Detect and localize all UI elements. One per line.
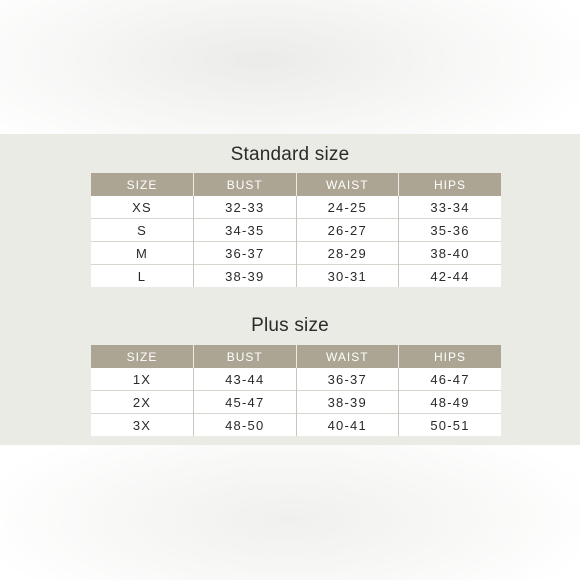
cell-waist: 38-39 <box>296 391 399 414</box>
cell-size: XS <box>91 196 194 219</box>
cell-size: S <box>91 219 194 242</box>
size-chart-panel <box>0 134 580 445</box>
cell-waist: 24-25 <box>296 196 399 219</box>
cell-bust: 34-35 <box>194 219 297 242</box>
header-size: SIZE <box>91 345 194 368</box>
header-hips: HIPS <box>399 173 502 196</box>
table-row <box>91 265 501 288</box>
table-header-row <box>91 345 501 368</box>
cell-waist: 26-27 <box>296 219 399 242</box>
plus-size-table <box>91 345 501 436</box>
plus-size-title: Plus size <box>251 315 329 336</box>
cell-hips: 42-44 <box>399 265 502 288</box>
cell-hips: 38-40 <box>399 242 502 265</box>
cell-size: L <box>91 265 194 288</box>
header-waist: WAIST <box>296 173 399 196</box>
cell-bust: 38-39 <box>194 265 297 288</box>
cell-bust: 43-44 <box>194 368 297 391</box>
standard-size-title: Standard size <box>230 144 350 165</box>
table-row <box>91 196 501 219</box>
table-header-row <box>91 173 501 196</box>
cell-size: 2X <box>91 391 194 414</box>
cell-hips: 50-51 <box>399 414 502 437</box>
background-top <box>0 0 580 134</box>
background-bottom <box>0 445 580 580</box>
table-row <box>91 391 501 414</box>
header-waist: WAIST <box>296 345 399 368</box>
cell-waist: 28-29 <box>296 242 399 265</box>
table-row <box>91 242 501 265</box>
header-bust: BUST <box>194 173 297 196</box>
cell-hips: 46-47 <box>399 368 502 391</box>
table-row <box>91 219 501 242</box>
cell-size: M <box>91 242 194 265</box>
cell-waist: 40-41 <box>296 414 399 437</box>
cell-waist: 36-37 <box>296 368 399 391</box>
cell-bust: 32-33 <box>194 196 297 219</box>
cell-hips: 35-36 <box>399 219 502 242</box>
header-size: SIZE <box>91 173 194 196</box>
cell-waist: 30-31 <box>296 265 399 288</box>
header-hips: HIPS <box>399 345 502 368</box>
standard-size-table <box>91 173 501 287</box>
cell-bust: 48-50 <box>194 414 297 437</box>
cell-hips: 48-49 <box>399 391 502 414</box>
cell-hips: 33-34 <box>399 196 502 219</box>
header-bust: BUST <box>194 345 297 368</box>
table-row <box>91 368 501 391</box>
cell-size: 1X <box>91 368 194 391</box>
cell-bust: 45-47 <box>194 391 297 414</box>
cell-bust: 36-37 <box>194 242 297 265</box>
cell-size: 3X <box>91 414 194 437</box>
table-row <box>91 414 501 437</box>
